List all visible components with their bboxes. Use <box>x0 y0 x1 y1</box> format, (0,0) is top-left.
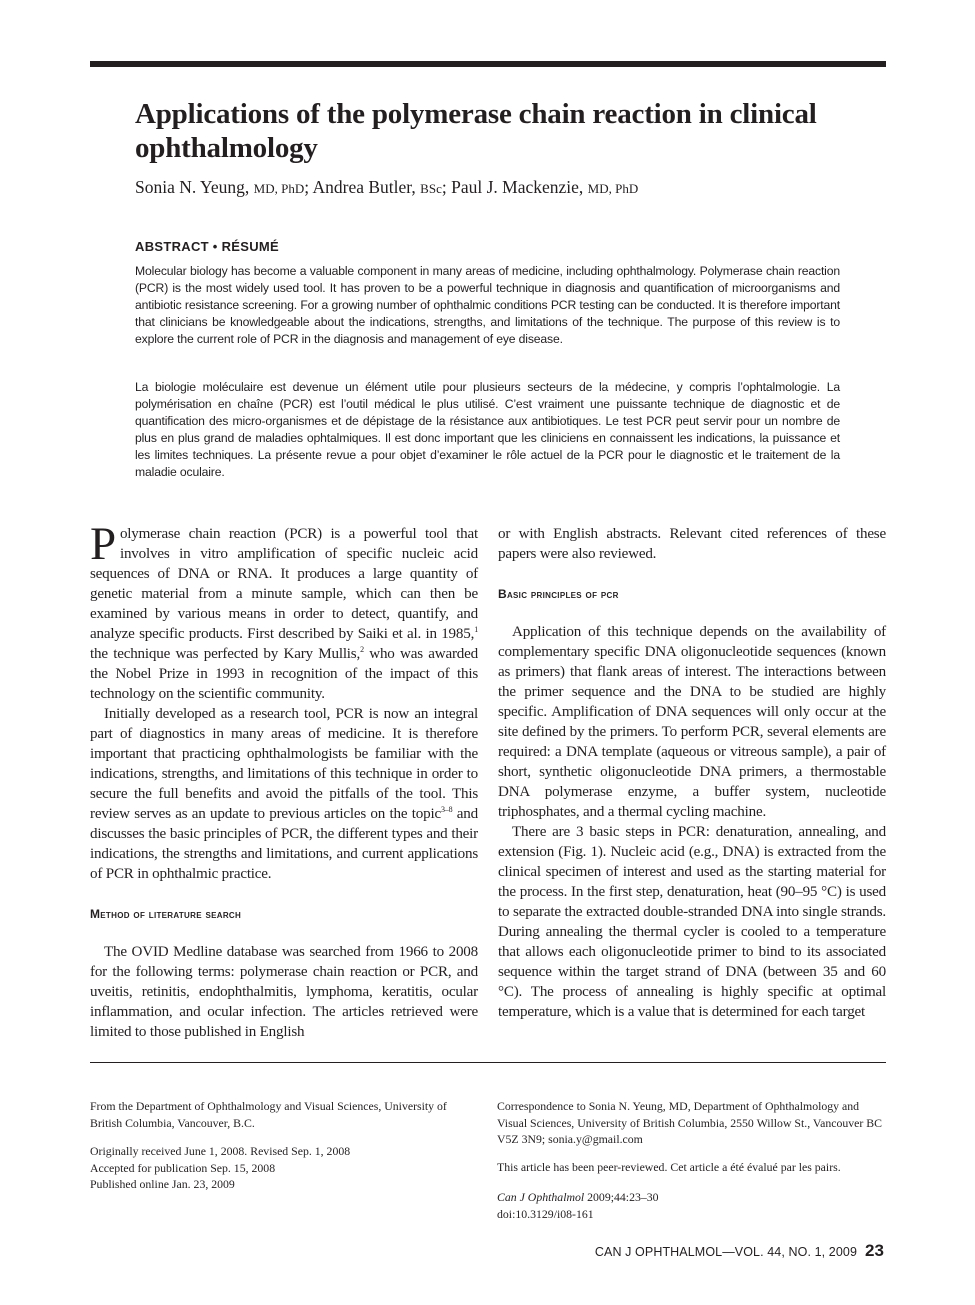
page-number: 23 <box>865 1241 884 1260</box>
intro-paragraph <box>90 518 478 704</box>
published-date: Published online Jan. 23, 2009 <box>90 1177 235 1192</box>
top-rule <box>90 61 886 67</box>
body-paragraph: or with English abstracts. Relevant cited references of these papers were also reviewed. <box>498 526 886 562</box>
author-degrees: MD, PhD <box>587 181 639 196</box>
author-list <box>135 177 875 198</box>
body-paragraph: There are 3 basic steps in PCR: denaturation, annealing, and extension (Fig. 1). Nucleic acid (e.g., DNA) is extracted from the clinical specimen of interest and used as the starting material for the process. In the first step, denaturation, heat (90–95 °C) is used to separate the extracted double-stranded DNA into single strands. During annealing the thermal cycler is cooled to a temperature that allows each oligonucleotide primer to bind to its associated sequence within the target strand of DNA (between 35 and 60 °C). The process of annealing is highly specific at optimal temperature, which is a value that is determined for each target <box>498 824 886 1020</box>
footnote-rule <box>90 1062 886 1063</box>
text-run: the technique was perfected by Kary Mullis, <box>90 646 361 662</box>
body-paragraph <box>90 704 478 884</box>
author-name: Paul J. Mackenzie, <box>451 177 588 197</box>
abstract-french: La biologie moléculaire est devenue un élément utile pour plusieurs secteurs de la médecine, y compris l’ophtalmologie. La polymérisation en chaîne (PCR) est l’outil médical le plus utilisé. C’est vraiment une puissante technique de diagnostic et de quantification des micro-organismes et de dépistage de la résistance aux antibiotiques. Le test PCR peut servir pour un nombre de plus en plus grand de maladies ophtalmiques. Il est donc important que les cliniciens en connaissent les indications, la puissance et les limites techniques. La présente revue a pour objet d’examiner le rôle actuel de la PCR pour le diagnostic et le traitement de la maladie oculaire. <box>135 380 840 479</box>
author-name: Andrea Butler, <box>312 177 421 197</box>
abstract-english: Molecular biology has become a valuable component in many areas of medicine, including ophthalmology. Polymerase chain reaction (PCR) is the most widely used tool. It has proven to be a powerful technique in diagnosis and quantification of microorganisms and antibiotic resistance screening. For a growing number of ophthalmic conditions PCR testing can be conducted. It is therefore important that clinicians be knowledgeable about the indications, strengths, and limitations of the technique. The purpose of this review is to explore the current role of PCR in the diagnosis and management of eye disease. <box>135 264 840 346</box>
reference-marker: 3–8 <box>440 804 453 814</box>
received-note <box>90 1143 475 1193</box>
text-run: olymerase chain reaction (PCR) is a powerful tool that involves in vitro amplification of specific nucleic acid sequences of DNA or RNA. It produces a large quantity of genetic material from a minute sample, which can then be examined by various means in order to detect, quantify, and analyze specific products. First described by Saiki et al. in 1985, <box>90 526 478 642</box>
author-degrees: BSc <box>420 181 442 196</box>
journal-abbrev: Can J Ophthalmol <box>497 1190 585 1204</box>
text-run: and discusses the basic principles of PCR, the different types and their indications, the strengths and limitations, and current applications of PCR in ophthalmic practice. <box>90 806 478 882</box>
peer-review-note: This article has been peer-reviewed. Cet article a été évalué par les pairs. <box>497 1160 841 1174</box>
accepted-date: Accepted for publication Sep. 15, 2008 <box>90 1160 276 1175</box>
author-separator: ; <box>304 177 313 197</box>
doi-text: doi:10.3129/i08-161 <box>497 1206 594 1221</box>
section-heading: Basic principles of pcr <box>498 587 619 601</box>
author-name: Sonia N. Yeung, <box>135 177 254 197</box>
text-run: who was awarded the Nobel Prize in 1993 in recognition of the impact of this technology on the scientific community. <box>90 646 478 702</box>
received-date: Originally received June 1, 2008. Revised Sep. 1, 2008 <box>90 1144 351 1158</box>
left-column <box>90 518 478 1042</box>
body-paragraph: The OVID Medline database was searched from 1966 to 2008 for the following terms: polymerase chain reaction or PCR, and uveitis, retinitis, endophthalmitis, lymphoma, keratitis, ocular inflammation, and ocular infection. The articles retrieved were limited to those published in English <box>90 944 478 1040</box>
running-footer: CAN J OPHTHALMOL—VOL. 44, NO. 1, 2009 <box>594 1245 857 1259</box>
author-separator: ; <box>441 177 452 197</box>
reference-marker: 1 <box>474 624 478 634</box>
citation-note <box>497 1189 887 1222</box>
text-run: Initially developed as a research tool, PCR is now an integral part of diagnostics in many areas of medicine. It is therefore important that practicing ophthalmologists be familiar with the indications, strengths, and limitations of this technique in order to secure the full benefits and avoid the pitfalls of the tool. This review serves as an update to previous articles on the topic <box>90 706 478 822</box>
abstract-heading: ABSTRACT • RÉSUMÉ <box>135 239 279 254</box>
citation-volume: 2009;44:23–30 <box>584 1190 659 1204</box>
reference-marker: 2 <box>360 644 364 654</box>
body-paragraph: Application of this technique depends on the availability of complementary specific DNA oligonucleotide sequences (known as primers) that flank areas of interest. The interactions between the primer sequence and the DNA to be studied are highly specific. Amplification of DNA sequences will only occur at the site defined by the primers. To perform PCR, several elements are required: a DNA template (aqueous or vitreous sample), a pair of short, synthetic oligonucleotide DNA primers, a thermostable DNA polymerase enzyme, a buffer system, nucleotide triphosphates, and a thermal cycling machine. <box>498 624 886 820</box>
article-title: Applications of the polymerase chain reaction in clinical ophthalmology <box>135 98 817 164</box>
affiliation-note: From the Department of Ophthalmology and Visual Sciences, University of British Columbia, Vancouver, B.C. <box>90 1099 447 1130</box>
section-heading: Method of literature search <box>90 907 242 921</box>
correspondence-note: Correspondence to Sonia N. Yeung, MD, Department of Ophthalmology and Visual Sciences, University of British Columbia, 2550 Willow St., Vancouver BC V5Z 3N9; sonia.y@gmail.com <box>497 1099 883 1147</box>
author-degrees: MD, PhD <box>253 181 305 196</box>
drop-cap: P <box>90 518 116 570</box>
right-column <box>498 524 886 1022</box>
